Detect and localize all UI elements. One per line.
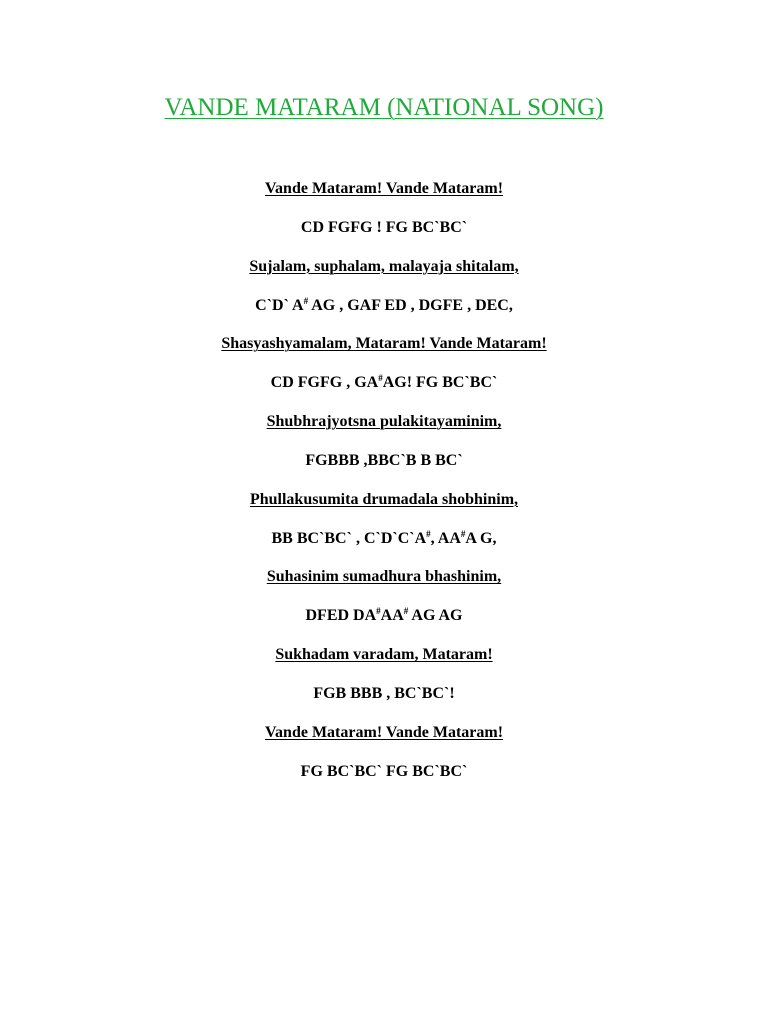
lyric-text — [267, 413, 502, 430]
text-segment: AA — [380, 607, 404, 625]
lyric-line — [0, 331, 768, 370]
text-segment: Vande Mataram! Vande Mataram! — [264, 180, 504, 197]
notes-text — [305, 607, 462, 624]
lyric-line — [0, 254, 768, 293]
sharp-sign: # — [378, 373, 383, 384]
lyric-line — [0, 720, 768, 759]
text-segment: CD FGFG ! FG BC`BC` — [300, 218, 468, 236]
text-segment: FG BC`BC` FG BC`BC` — [300, 762, 468, 780]
notes-text — [313, 685, 454, 702]
lyric-text — [265, 180, 503, 197]
sharp-sign: # — [376, 606, 381, 617]
notes-line — [0, 448, 768, 487]
notes-line — [0, 370, 768, 409]
notes-text — [301, 763, 468, 780]
lyric-line — [0, 409, 768, 448]
text-segment: Shasyashyamalam, Mataram! Vande Mataram! — [221, 335, 547, 353]
lyric-text — [265, 724, 503, 741]
text-segment: Phullakusumita drumadala shobhinim, — [249, 490, 519, 508]
text-segment: AG , GAF ED , DGFE , DEC, — [308, 296, 513, 314]
lyric-line — [0, 487, 768, 526]
text-segment: CD FGFG , GA — [270, 374, 379, 392]
sharp-sign: # — [460, 528, 466, 539]
lyric-text — [250, 491, 518, 508]
text-segment: C`D` A — [255, 296, 304, 314]
lyric-text — [275, 646, 492, 663]
text-segment: FGBBB ,BBC`B B BC` — [305, 451, 463, 469]
notes-text — [301, 219, 467, 236]
text-segment: Vande Mataram! Vande Mataram! — [264, 723, 504, 741]
text-segment: Sujalam, suphalam, malayaja shitalam, — [249, 257, 519, 275]
notes-line — [0, 759, 768, 798]
song-lines — [0, 176, 768, 798]
text-segment: FGB BBB , BC`BC`! — [313, 684, 455, 702]
page-title: VANDE MATARAM (NATIONAL SONG) — [164, 94, 604, 121]
sharp-sign: # — [403, 606, 409, 617]
notes-text — [305, 452, 462, 469]
lyric-line — [0, 176, 768, 215]
text-segment: , AA — [430, 529, 461, 547]
notes-text — [271, 374, 498, 391]
text-segment: AG AG — [408, 607, 463, 625]
notes-line — [0, 215, 768, 254]
notes-line — [0, 293, 768, 332]
notes-text — [271, 530, 496, 547]
lyric-text — [221, 335, 546, 352]
sharp-sign: # — [303, 295, 309, 306]
lyric-line — [0, 564, 768, 603]
notes-text — [255, 297, 513, 314]
text-segment: Shubhrajyotsna pulakitayaminim, — [266, 413, 502, 431]
lyric-text — [267, 568, 501, 585]
notes-line — [0, 526, 768, 565]
text-segment: Sukhadam varadam, Mataram! — [275, 646, 493, 664]
sharp-sign: # — [426, 528, 431, 539]
lyric-line — [0, 642, 768, 681]
text-segment: A G, — [465, 529, 497, 547]
lyric-text — [249, 258, 518, 275]
notes-line — [0, 681, 768, 720]
notes-line — [0, 603, 768, 642]
text-segment: DFED DA — [305, 607, 377, 625]
text-segment: BB BC`BC` , C`D`C`A — [271, 529, 427, 547]
text-segment: Suhasinim sumadhura bhashinim, — [266, 568, 502, 586]
text-segment: AG! FG BC`BC` — [382, 374, 498, 392]
